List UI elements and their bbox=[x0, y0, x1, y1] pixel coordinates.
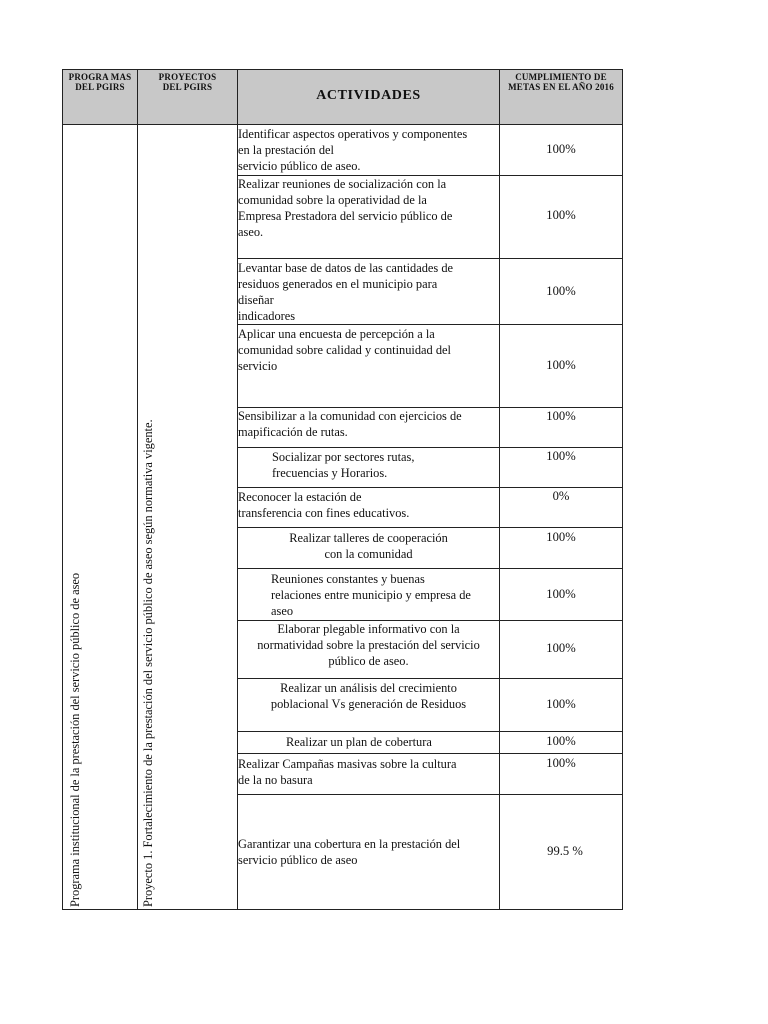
cumplimiento-value: 100% bbox=[546, 641, 576, 655]
activity-text: Identificar aspectos operativos y componentes en la prestación del servicio público de aseo. bbox=[238, 127, 468, 173]
row-divider bbox=[237, 527, 623, 528]
activity-text: Garantizar una cobertura en la prestación del servicio público de aseo bbox=[238, 837, 461, 867]
activity-text: Realizar un análisis del crecimiento poblacional Vs generación de Residuos bbox=[270, 681, 467, 711]
activity-text: Realizar Campañas masivas sobre la cultura de la no basura bbox=[238, 757, 457, 787]
row-divider bbox=[237, 794, 623, 795]
cumplimiento-value: 100% bbox=[546, 358, 576, 372]
activity-text: Sensibilizar a la comunidad con ejercicios de mapificación de rutas. bbox=[238, 409, 462, 439]
row-divider bbox=[237, 678, 623, 679]
row-divider bbox=[237, 487, 623, 488]
row-divider bbox=[237, 731, 623, 732]
row-divider bbox=[237, 324, 623, 325]
cumplimiento-value: 100% bbox=[546, 284, 576, 298]
cumplimiento-value: 100% bbox=[546, 142, 576, 156]
proyecto-label: Proyecto 1. Fortalecimiento de la prestación del servicio público de aseo según normativa vigente. bbox=[141, 419, 155, 907]
header-divider bbox=[62, 124, 623, 125]
row-divider bbox=[237, 447, 623, 448]
activity-text: Realizar talleres de cooperación con la comunidad bbox=[289, 531, 448, 561]
cumplimiento-value: 100% bbox=[546, 734, 576, 748]
row-divider bbox=[237, 258, 623, 259]
row-divider bbox=[237, 568, 623, 569]
activity-text: Reconocer la estación de transferencia con fines educativos. bbox=[238, 490, 410, 520]
activity-text: Realizar un plan de cobertura bbox=[286, 735, 432, 749]
cumplimiento-value: 100% bbox=[546, 697, 576, 711]
activity-text: Socializar por sectores rutas, frecuencias y Horarios. bbox=[272, 450, 415, 480]
activity-text: Elaborar plegable informativo con la normatividad sobre la prestación del servicio público de aseo. bbox=[257, 622, 480, 668]
cumplimiento-value: 100% bbox=[546, 409, 576, 423]
cumplimiento-value: 100% bbox=[546, 208, 576, 222]
column-divider bbox=[137, 69, 138, 910]
cumplimiento-value: 100% bbox=[546, 756, 576, 770]
activity-text: Realizar reuniones de socialización con la comunidad sobre la operatividad de la Empresa Prestadora del servicio público de aseo. bbox=[238, 177, 453, 239]
cumplimiento-value: 100% bbox=[546, 587, 576, 601]
header-actividades: ACTIVIDADES bbox=[316, 88, 421, 103]
activity-text: Levantar base de datos de las cantidades de residuos generados en el municipio para diseñar indicadores bbox=[238, 261, 454, 323]
header-programas: PROGRA MAS DEL PGIRS bbox=[68, 72, 132, 92]
header-cumplimiento: CUMPLIMIENTO DE METAS EN EL AÑO 2016 bbox=[508, 72, 614, 92]
row-divider bbox=[237, 753, 623, 754]
cumplimiento-value: 100% bbox=[546, 530, 576, 544]
activity-text: Aplicar una encuesta de percepción a la comunidad sobre calidad y continuidad del servicio bbox=[238, 327, 451, 373]
cumplimiento-value: 0% bbox=[552, 489, 570, 503]
cumplimiento-value: 99.5 % bbox=[547, 844, 583, 858]
activity-text: Reuniones constantes y buenas relaciones entre municipio y empresa de aseo bbox=[271, 572, 471, 618]
header-proyectos: PROYECTOS DEL PGIRS bbox=[158, 72, 217, 92]
programa-label: Programa institucional de la prestación del servicio público de aseo bbox=[68, 572, 82, 907]
cumplimiento-value: 100% bbox=[546, 449, 576, 463]
